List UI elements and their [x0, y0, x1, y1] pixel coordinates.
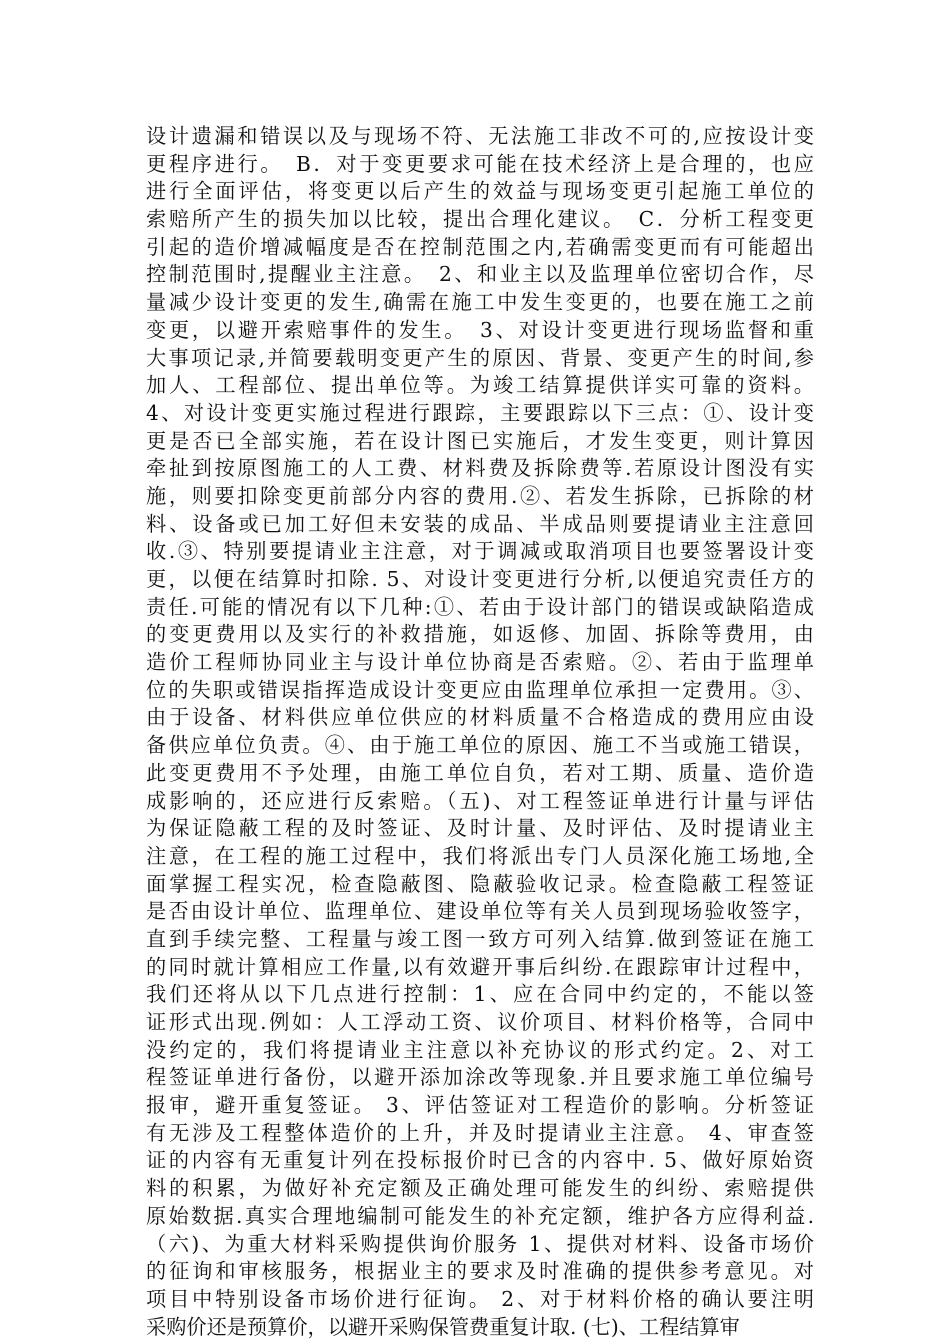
text-line: 是否由设计单位、监理单位、建设单位等有关人员到现场验收签字， [146, 899, 814, 924]
text-line: 的同时就计算相应工作量,以有效避开事后纠纷.在跟踪审计过程中， [146, 954, 814, 979]
text-line: 为保证隐蔽工程的及时签证、及时计量、及时评估、及时提请业主 [146, 816, 814, 841]
text-line: 造价工程师协同业主与设计单位协商是否索赔。②、若由于监理单 [146, 650, 814, 675]
text-line: 报审，避开重复签证。 3、评估签证对工程造价的影响。分析签证 [146, 1093, 814, 1118]
text-line: 没约定的，我们将提请业主注意以补充协议的形式约定。2、对工 [146, 1037, 814, 1062]
text-line: 项目中特别设备市场价进行征询。 2、对于材料价格的确认要注明 [146, 1286, 814, 1311]
text-line: 有无涉及工程整体造价的上升，并及时提请业主注意。 4、审查签 [146, 1120, 814, 1145]
text-line: 直到手续完整、工程量与竣工图一致方可列入结算.做到签证在施工 [146, 926, 814, 951]
text-line: 采购价还是预算价，以避开采购保管费重复计取. (七)、工程结算审 [146, 1314, 740, 1339]
text-line: 的征询和审核服务，根据业主的要求及时准确的提供参考意见。对 [146, 1259, 814, 1284]
text-line: 进行全面评估，将变更以后产生的效益与现场变更引起施工单位的 [146, 179, 814, 204]
text-line: 量减少设计变更的发生,确需在施工中发生变更的，也要在施工之前 [146, 290, 814, 315]
text-line: 收.③、特别要提请业主注意，对于调减或取消项目也要签署设计变 [146, 539, 814, 564]
text-line: 程签证单进行备份，以避开添加涂改等现象.并且要求施工单位编号 [146, 1065, 814, 1090]
text-line: 施，则要扣除变更前部分内容的费用.②、若发生拆除，已拆除的材 [146, 483, 814, 508]
text-line: 牵扯到按原图施工的人工费、材料费及拆除费等.若原设计图没有实 [146, 456, 814, 481]
text-line: 加人、工程部位、提出单位等。为竣工结算提供详实可靠的资料。 [146, 373, 814, 398]
text-line: 设计遗漏和错误以及与现场不符、无法施工非改不可的,应按设计变 [146, 124, 814, 148]
text-line: 面掌握工程实况，检查隐蔽图、隐蔽验收记录。检查隐蔽工程签证 [146, 871, 814, 896]
text-line: 证形式出现.例如：人工浮动工资、议价项目、材料价格等，合同中 [146, 1010, 814, 1034]
text-line: 引起的造价增减幅度是否在控制范围之内,若确需变更而有可能超出 [146, 234, 814, 259]
text-line: 更程序进行。 B．对于变更要求可能在技术经济上是合理的，也应 [146, 151, 814, 176]
text-line: 原始数据.真实合理地编制可能发生的补充定额，维护各方应得利益. [146, 1203, 814, 1228]
text-line: 注意，在工程的施工过程中，我们将派出专门人员深化施工场地,全 [146, 843, 814, 868]
text-line: 料的积累，为做好补充定额及正确处理可能发生的纠纷、索赔提供 [146, 1176, 814, 1201]
text-line: 我们还将从以下几点进行控制：1、应在合同中约定的，不能以签 [146, 982, 814, 1007]
text-line: 成影响的，还应进行反索赔。（五)、对工程签证单进行计量与评估 [146, 788, 814, 813]
text-line: 此变更费用不予处理，由施工单位自负，若对工期、质量、造价造 [146, 760, 814, 785]
text-line: 责任.可能的情况有以下几种:①、若由于设计部门的错误或缺陷造成 [146, 594, 814, 619]
text-line: 控制范围时,提醒业主注意。 2、和业主以及监理单位密切合作，尽 [146, 262, 814, 287]
text-line: 备供应单位负责。④、由于施工单位的原因、施工不当或施工错误， [146, 733, 814, 758]
text-line: 更，以便在结算时扣除. 5、对设计变更进行分析,以便追究责任方的 [146, 567, 814, 591]
text-line: 大事项记录,并简要载明变更产生的原因、背景、变更产生的时间,参 [146, 345, 814, 370]
text-line: 证的内容有无重复计列在投标报价时已含的内容中. 5、做好原始资 [146, 1148, 814, 1173]
text-line: 变更，以避开索赔事件的发生。 3、对设计变更进行现场监督和重 [146, 317, 814, 342]
text-line: 由于设备、材料供应单位供应的材料质量不合格造成的费用应由设 [146, 705, 814, 730]
text-line: 料、设备或已加工好但未安装的成品、半成品则要提请业主注意回 [146, 511, 814, 536]
text-line: 索赔所产生的损失加以比较，提出合理化建议。 C．分析工程变更 [146, 207, 814, 232]
text-line: 4、对设计变更实施过程进行跟踪，主要跟踪以下三点：①、设计变 [146, 400, 814, 425]
text-line: （六)、为重大材料采购提供询价服务 1、提供对材料、设备市场价 [146, 1231, 814, 1256]
text-line: 位的失职或错误指挥造成设计变更应由监理单位承担一定费用。③、 [146, 677, 814, 702]
text-line: 更是否已全部实施，若在设计图已实施后，才发生变更，则计算因 [146, 428, 814, 453]
body-text [146, 123, 814, 1341]
text-line: 的变更费用以及实行的补救措施，如返修、加固、拆除等费用，由 [146, 622, 814, 647]
